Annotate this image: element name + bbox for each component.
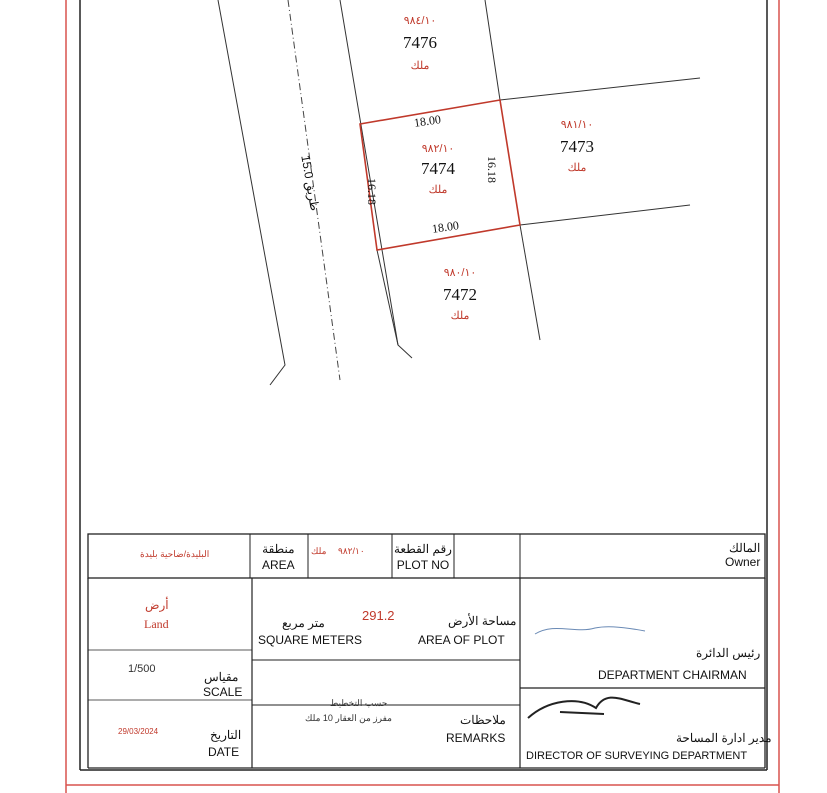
plot-no-label-ar: رقم القطعة [394,542,452,556]
chairman-label-en: DEPARTMENT CHAIRMAN [598,668,747,682]
area-label-en: AREA [262,558,295,572]
plot-code: ٩٨٢/١٠ [421,143,455,155]
boundary-plot-7476-right [485,0,500,100]
area-label-ar: منطقة [262,542,295,556]
remarks-label-en: REMARKS [446,731,506,745]
area-of-plot-label-en: AREA OF PLOT [418,633,505,647]
remarks-label-ar: ملاحظات [460,713,506,727]
remarks-line-2: مفرز من العقار 10 ملك [305,713,392,723]
land-label-en: Land [144,617,169,631]
chairman-label-ar: رئيس الدائرة [696,646,761,660]
dimension-right: 16.18 [485,156,499,183]
plot-type: ملك [428,184,448,196]
area-value: البليدة/ضاحية بليدة [140,549,210,559]
plot-code: ٩٨٠/١٠ [443,267,477,279]
road-label: طريق 15.0 [298,154,322,212]
boundary-7472-left [377,250,398,345]
owner-label-ar: المالك [728,541,761,555]
dimension-bottom: 18.00 [431,218,460,236]
plot-7473-label [560,118,594,174]
plot-type: ملك [567,162,587,174]
square-meters-label-en: SQUARE METERS [258,633,363,647]
plot-7474-label [421,142,455,196]
scale-label-ar: مقياس [204,670,239,684]
area-cell [262,541,295,573]
chairman-signature [535,627,645,634]
plot-no-label-en: PLOT NO [396,558,450,572]
owner-label-en: Owner [725,555,761,569]
boundary-7473-bottom [520,205,690,225]
director-label-en: DIRECTOR OF SURVEYING DEPARTMENT [526,750,748,762]
date-label-en: DATE [208,745,240,759]
plot-number: 7472 [443,285,477,304]
plot-type: ملك [410,60,430,72]
director-signature [528,698,640,718]
boundary-7473-top [500,78,700,100]
plot-code: ٩٨٤/١٠ [403,15,437,27]
date-value: 29/03/2024 [118,727,159,736]
scale-label-en: SCALE [203,685,243,699]
plot-type: ملك [450,310,470,322]
date-label-ar: التاريخ [210,728,242,742]
owner-cell [725,541,760,569]
boundary-7472-right [520,225,540,340]
square-meters-label-ar: متر مربع [282,616,325,630]
plot-7476-label [403,14,437,72]
director-label-ar: مدير ادارة المساحة [676,731,772,745]
plot-no-value: ٩٨٢/١٠ [338,546,365,556]
plot-no-type: ملك [311,546,327,556]
dimension-left: 16.18 [365,178,379,205]
plot-number: 7473 [560,137,594,156]
remarks-line-1: حسب التخطيط [330,698,388,708]
area-of-plot-label-ar: مساحة الأرض [448,614,517,628]
plot-number: 7476 [403,33,437,52]
road-edge-left [218,0,285,385]
land-label-ar: أرض [145,598,169,612]
plot-code: ٩٨١/١٠ [560,119,594,131]
plot-no-cell [394,541,452,573]
dimension-top: 18.00 [413,112,442,130]
scale-value: 1/500 [128,663,156,675]
plot-7472-label [443,266,477,322]
plot-number: 7474 [421,159,455,178]
area-of-plot-value: 291.2 [362,608,395,623]
